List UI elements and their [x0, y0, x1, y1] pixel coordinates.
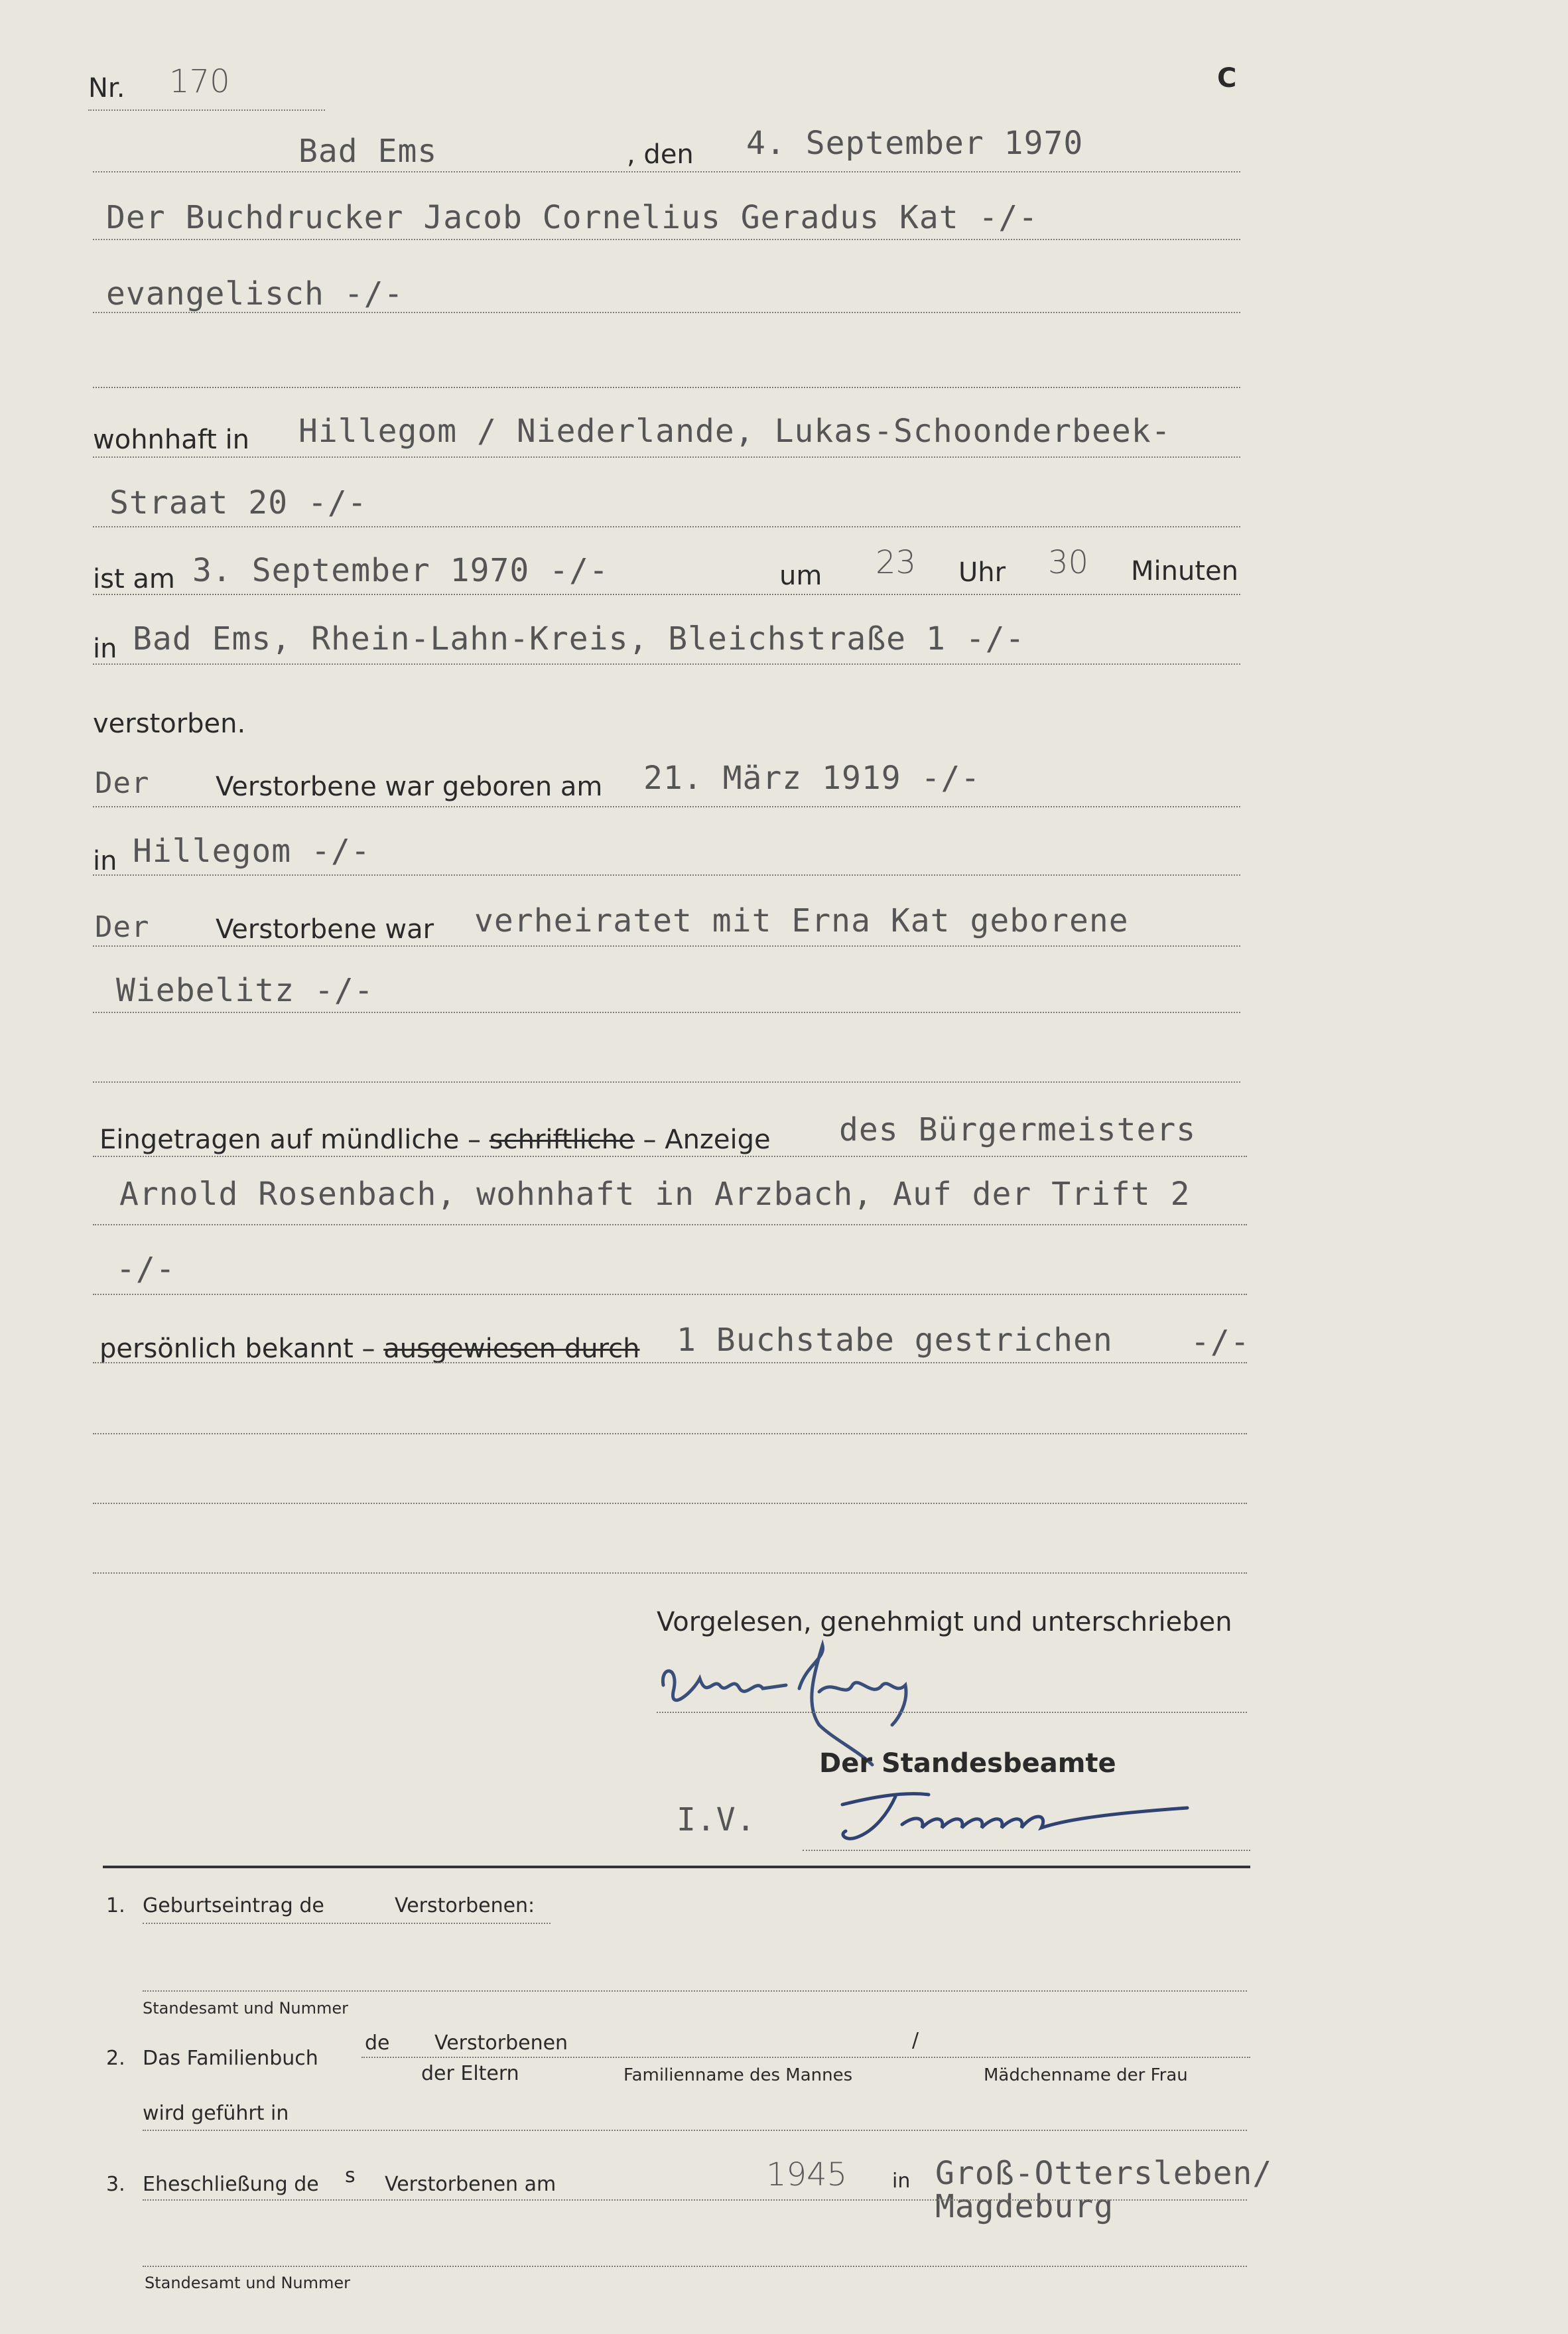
ist-am-label: ist am	[93, 564, 175, 594]
item3-label-b: Verstorbenen am	[385, 2173, 556, 2196]
known-label-struck: ausgewiesen durch	[383, 1334, 640, 1364]
nr-label: Nr.	[88, 73, 125, 103]
religion: evangelisch -/-	[106, 275, 404, 312]
item3-in: in	[892, 2169, 911, 2193]
item1-sub: Standesamt und Nummer	[143, 1999, 349, 2018]
divider	[143, 2199, 1247, 2201]
item2-wird: wird geführt in	[143, 2102, 289, 2125]
section-letter: C	[1217, 63, 1237, 94]
registration-text-1: des Bürgermeisters	[839, 1111, 1197, 1148]
residence-label: wohnhaft in	[93, 425, 249, 455]
divider	[93, 1362, 1247, 1363]
item3-place-1: Groß-Ottersleben/	[935, 2155, 1273, 2192]
deceased-name-line: Der Buchdrucker Jacob Cornelius Geradus Kat -/-	[106, 199, 1039, 236]
divider	[93, 874, 1240, 876]
um-label: um	[779, 561, 822, 591]
divider	[93, 1433, 1247, 1434]
item1-label: Geburtseintrag de	[143, 1894, 324, 1917]
divider	[93, 456, 1240, 458]
divider	[93, 171, 1240, 172]
nr-value: 170	[169, 63, 230, 100]
registration-label	[99, 1125, 771, 1155]
item1-label-b: Verstorbenen:	[395, 1894, 535, 1917]
divider	[93, 312, 1240, 313]
divider	[143, 2130, 1247, 2131]
item2-eltern: der Eltern	[421, 2062, 519, 2085]
divider	[93, 594, 1240, 595]
item3-year: 1945	[766, 2156, 848, 2193]
item2-mann-label: Familienname des Mannes	[623, 2065, 853, 2085]
item2-label: Das Familienbuch	[143, 2047, 318, 2070]
marriage-label: Verstorbene war	[216, 914, 434, 945]
divider	[93, 945, 1240, 947]
read-approved-label: Vorgelesen, genehmigt und unterschrieben	[657, 1607, 1232, 1637]
minuten-label: Minuten	[1131, 556, 1238, 586]
marriage-text-2: Wiebelitz -/-	[116, 972, 374, 1009]
divider	[361, 2057, 1250, 2058]
divider	[93, 1224, 1247, 1225]
known-text: 1 Buchstabe gestrichen	[677, 1322, 1113, 1359]
death-place: Bad Ems, Rhein-Lahn-Kreis, Bleichstraße 1 -/-	[133, 620, 1025, 657]
item2-verstorbenen: Verstorbenen	[434, 2031, 568, 2055]
divider	[143, 1990, 1247, 1992]
death-in-label: in	[93, 634, 117, 664]
registration-text-2: Arnold Rosenbach, wohnhaft in Arzbach, Auf der Trift 2	[119, 1176, 1191, 1213]
marriage-der-label: Der	[95, 910, 150, 944]
item2-de: de	[365, 2031, 390, 2055]
item2-number: 2.	[106, 2047, 125, 2070]
item1-number: 1.	[106, 1894, 125, 1917]
footer-rule	[103, 1866, 1250, 1868]
official-label: Der Standesbeamte	[819, 1748, 1116, 1779]
registration-label-1: Eingetragen auf mündliche –	[99, 1125, 482, 1155]
divider	[93, 663, 1240, 665]
divider	[657, 1712, 1247, 1713]
item2-slash: /	[912, 2029, 919, 2052]
item3-s: s	[345, 2164, 356, 2187]
registration-label-struck: schriftliche	[489, 1125, 635, 1155]
birth-place: Hillegom -/-	[133, 833, 371, 870]
divider	[93, 1503, 1247, 1504]
death-minutes: 30	[1048, 544, 1089, 581]
item2-frau-label: Mädchenname der Frau	[984, 2065, 1188, 2085]
divider	[143, 1923, 551, 1924]
divider	[143, 2266, 1247, 2267]
divider	[93, 1294, 1247, 1295]
verstorben-label: verstorben.	[93, 709, 246, 739]
divider	[93, 1572, 1247, 1574]
residence-line-1: Hillegom / Niederlande, Lukas-Schoonderbeek-	[298, 413, 1171, 450]
item3-sub: Standesamt und Nummer	[145, 2274, 351, 2292]
divider	[88, 109, 325, 111]
birth-der-label: Der	[95, 766, 150, 800]
residence-line-2: Straat 20 -/-	[109, 484, 367, 521]
item3-number: 3.	[106, 2173, 125, 2196]
known-end: -/-	[1191, 1324, 1250, 1361]
item3-label: Eheschließung de	[143, 2173, 319, 2196]
death-date: 3. September 1970 -/-	[192, 552, 609, 589]
divider	[803, 1850, 1250, 1851]
registration-label-2: – Anzeige	[643, 1125, 771, 1155]
official-signature	[829, 1778, 1201, 1851]
divider	[93, 1081, 1240, 1083]
divider	[93, 1012, 1240, 1013]
iv-label: I.V.	[677, 1801, 756, 1838]
known-label	[99, 1334, 640, 1364]
divider	[93, 1156, 1247, 1157]
known-label-text: persönlich bekannt –	[99, 1334, 375, 1364]
birth-label: Verstorbene war geboren am	[216, 772, 603, 802]
uhr-label: Uhr	[958, 557, 1006, 588]
marriage-text-1: verheiratet mit Erna Kat geborene	[474, 902, 1129, 939]
divider	[93, 387, 1240, 388]
birth-in-label: in	[93, 846, 117, 876]
death-hour: 23	[876, 544, 917, 581]
den-label: , den	[627, 139, 694, 170]
birth-date: 21. März 1919 -/-	[643, 760, 981, 797]
place-of-registry: Bad Ems	[298, 133, 438, 170]
divider	[93, 526, 1240, 527]
divider	[93, 239, 1240, 240]
divider	[93, 806, 1240, 807]
registration-date: 4. September 1970	[746, 125, 1084, 162]
item3-place-2: Magdeburg	[935, 2188, 1114, 2225]
registration-text-3: -/-	[116, 1251, 176, 1288]
